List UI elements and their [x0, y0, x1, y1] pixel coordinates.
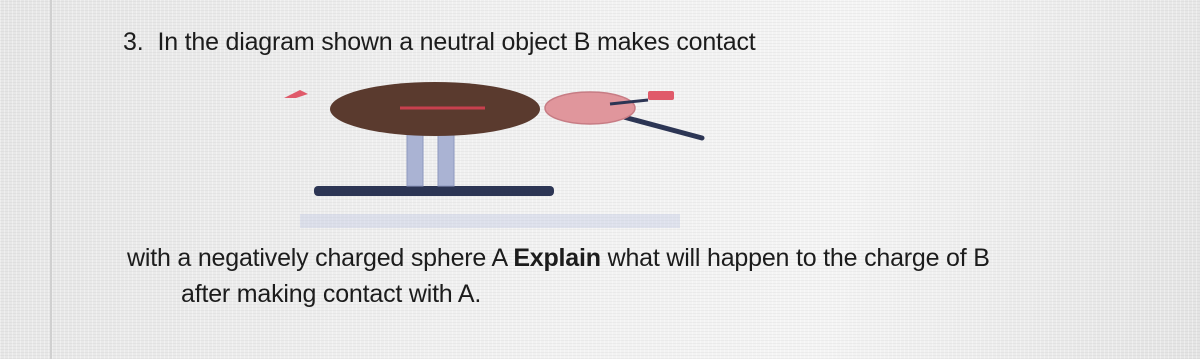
question-sentence-2-end: what will happen to the charge of B: [600, 244, 990, 272]
question-number: 3.: [123, 28, 144, 56]
question-text-line-1: [123, 28, 756, 57]
right-red-mark: [648, 91, 674, 100]
question-text-line-2: [127, 244, 990, 273]
stand-base: [314, 186, 554, 196]
question-sentence-2-start: with a negatively charged sphere A: [127, 244, 514, 272]
stand-post-right: [438, 134, 454, 186]
charge-diagram: [270, 72, 730, 212]
stand-post-left: [407, 134, 423, 186]
faint-blue-strip: [300, 214, 680, 228]
question-sentence-1: In the diagram shown a neutral object B makes contact: [157, 28, 756, 56]
object-b: [545, 92, 635, 124]
page-margin-line: [50, 0, 52, 359]
question-instruction-word: Explain: [513, 244, 601, 272]
question-sentence-3: after making contact with A.: [181, 280, 482, 308]
left-red-mark: [284, 90, 308, 98]
object-b-handle: [620, 116, 702, 138]
question-text-line-3: [181, 280, 481, 309]
